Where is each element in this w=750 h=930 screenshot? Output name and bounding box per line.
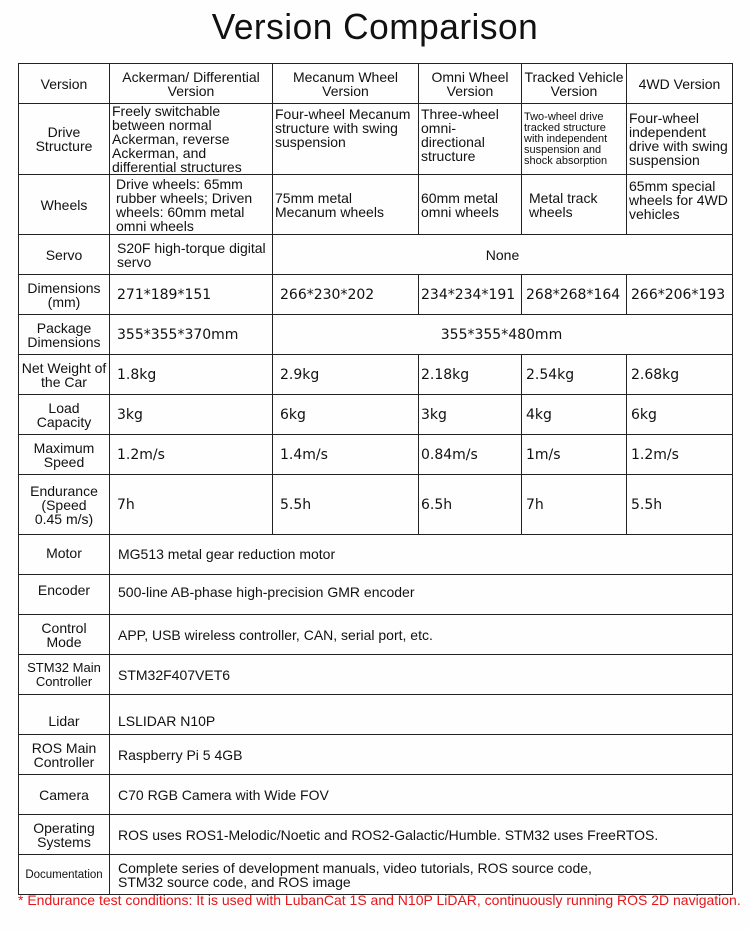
table-row-os — [19, 815, 733, 855]
table-cell-merged: STM32F407VET6 — [110, 655, 733, 695]
row-label: Net Weight of the Car — [19, 355, 110, 395]
table-cell: 5.5h — [273, 475, 419, 535]
table-cell: Two-wheel drive tracked structure with independent suspension and shock absorption — [522, 104, 627, 175]
table-cell: Drive wheels: 65mm rubber wheels; Driven wheels: 60mm metal omni wheels — [110, 175, 273, 235]
table-row-control-mode — [19, 615, 733, 655]
table-cell: 1.2m/s — [627, 435, 733, 475]
row-label: Camera — [19, 775, 110, 815]
table-row-motor — [19, 535, 733, 575]
row-label: ROS Main Controller — [19, 735, 110, 775]
table-cell: Three-wheel omni-directional structure — [419, 104, 522, 175]
table-cell: 234*234*191 — [419, 275, 522, 315]
table-cell: S20F high-torque digital servo — [110, 235, 273, 275]
table-row-load-capacity — [19, 395, 733, 435]
table-row-documentation — [19, 855, 733, 895]
table-cell-merged: APP, USB wireless controller, CAN, serial port, etc. — [110, 615, 733, 655]
table-cell: Four-wheel Mecanum structure with swing suspension — [273, 104, 419, 175]
table-cell: 60mm metal omni wheels — [419, 175, 522, 235]
table-row-encoder — [19, 575, 733, 615]
table-cell: 65mm special wheels for 4WD vehicles — [627, 175, 733, 235]
table-cell: 6kg — [273, 395, 419, 435]
table-cell: 2.54kg — [522, 355, 627, 395]
comparison-table — [18, 63, 733, 895]
table-row-package — [19, 315, 733, 355]
table-row-stm32 — [19, 655, 733, 695]
table-cell: Freely switchable between normal Ackerman, reverse Ackerman, and differential structures — [110, 104, 273, 175]
page-title: Version Comparison — [211, 6, 539, 47]
table-cell: 4kg — [522, 395, 627, 435]
table-cell-merged: Raspberry Pi 5 4GB — [110, 735, 733, 775]
table-cell: 1.8kg — [110, 355, 273, 395]
table-row-camera — [19, 775, 733, 815]
table-row-lidar — [19, 695, 733, 735]
table-cell-merged: Complete series of development manuals, video tutorials, ROS source code, STM32 source code, and ROS image — [110, 855, 733, 895]
table-cell: 2.18kg — [419, 355, 522, 395]
table-cell-merged: 355*355*480mm — [273, 315, 733, 355]
header-4wd: 4WD Version — [627, 64, 733, 104]
row-label: Drive Structure — [19, 104, 110, 175]
table-cell: 268*268*164 — [522, 275, 627, 315]
table-cell-merged: 500-line AB-phase high-precision GMR encoder — [110, 575, 733, 615]
table-row-dimensions — [19, 275, 733, 315]
table-cell: Four-wheel independent drive with swing suspension — [627, 104, 733, 175]
row-label: Lidar — [19, 695, 110, 735]
table-cell: 271*189*151 — [110, 275, 273, 315]
table-cell-merged: ROS uses ROS1-Melodic/Noetic and ROS2-Galactic/Humble. STM32 uses FreeRTOS. — [110, 815, 733, 855]
table-cell: 3kg — [419, 395, 522, 435]
endurance-footnote: * Endurance test conditions: It is used with LubanCat 1S and N10P LiDAR, continuously running ROS 2D navigation. — [18, 892, 741, 908]
table-cell: 6kg — [627, 395, 733, 435]
header-row — [19, 64, 733, 104]
table-cell: 7h — [522, 475, 627, 535]
table-cell: 3kg — [110, 395, 273, 435]
table-cell: 2.68kg — [627, 355, 733, 395]
table-row-net-weight — [19, 355, 733, 395]
header-version-label: Version — [19, 64, 110, 104]
row-label: Dimensions (mm) — [19, 275, 110, 315]
table-cell: 1.2m/s — [110, 435, 273, 475]
table-cell-merged: None — [273, 235, 733, 275]
table-cell: 6.5h — [419, 475, 522, 535]
row-label: Servo — [19, 235, 110, 275]
table-cell: 0.84m/s — [419, 435, 522, 475]
row-label: Package Dimensions — [19, 315, 110, 355]
table-row-endurance — [19, 475, 733, 535]
row-label: Operating Systems — [19, 815, 110, 855]
table-cell: 2.9kg — [273, 355, 419, 395]
row-label: STM32 Main Controller — [19, 655, 110, 695]
header-mecanum: Mecanum Wheel Version — [273, 64, 419, 104]
table-cell: 5.5h — [627, 475, 733, 535]
table-cell-merged: LSLIDAR N10P — [110, 695, 733, 735]
header-omni: Omni Wheel Version — [419, 64, 522, 104]
table-cell: 266*206*193 — [627, 275, 733, 315]
row-label: Maximum Speed — [19, 435, 110, 475]
row-label: Control Mode — [19, 615, 110, 655]
row-label: Documentation — [19, 855, 110, 895]
row-label: Endurance (Speed 0.45 m/s) — [19, 475, 110, 535]
table-row-max-speed — [19, 435, 733, 475]
table-cell-merged: C70 RGB Camera with Wide FOV — [110, 775, 733, 815]
table-cell: 75mm metal Mecanum wheels — [273, 175, 419, 235]
table-cell: 1.4m/s — [273, 435, 419, 475]
table-cell-merged: MG513 metal gear reduction motor — [110, 535, 733, 575]
row-label: Encoder — [19, 575, 110, 615]
table-row-ros-controller — [19, 735, 733, 775]
header-ackerman: Ackerman/ Differential Version — [110, 64, 273, 104]
row-label: Load Capacity — [19, 395, 110, 435]
table-row-servo — [19, 235, 733, 275]
table-cell: 355*355*370mm — [110, 315, 273, 355]
table-row-drive-structure — [19, 104, 733, 175]
table-row-wheels — [19, 175, 733, 235]
table-cell: 266*230*202 — [273, 275, 419, 315]
row-label: Motor — [19, 535, 110, 575]
header-tracked: Tracked Vehicle Version — [522, 64, 627, 104]
table-cell: 7h — [110, 475, 273, 535]
table-cell: 1m/s — [522, 435, 627, 475]
table-cell: Metal track wheels — [522, 175, 627, 235]
row-label: Wheels — [19, 175, 110, 235]
